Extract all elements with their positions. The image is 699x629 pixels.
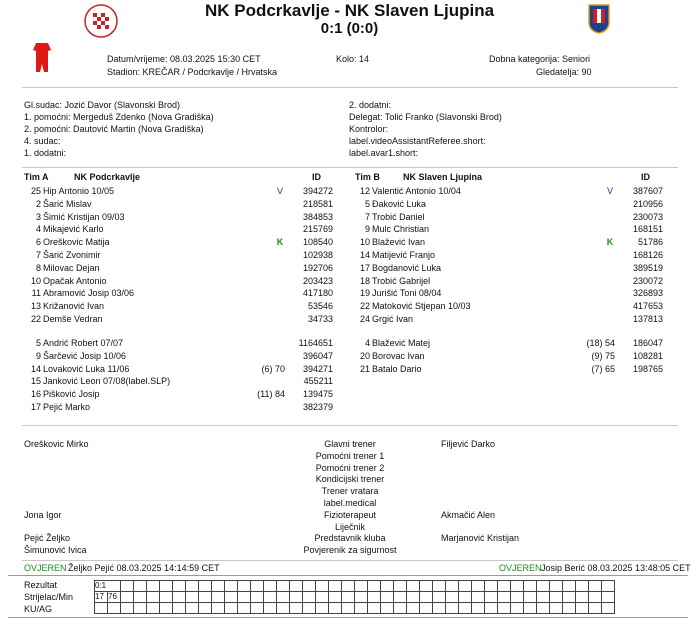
- result-cell: [511, 581, 524, 592]
- result-cell: [160, 603, 173, 614]
- right-verified-badge: OVJEREN: [499, 563, 542, 573]
- player-id: 389519: [632, 262, 663, 273]
- staff-role: Pomoćni trener 2: [315, 462, 385, 473]
- player-id: 384853: [302, 211, 333, 222]
- result-cell: [108, 603, 121, 614]
- result-cell: [472, 592, 485, 603]
- sub-row: [0, 337, 699, 349]
- result-cell: [290, 592, 303, 603]
- player-name: Opačak Antonio: [43, 275, 107, 286]
- player-name: Mikajević Karlo: [43, 224, 104, 235]
- result-cell: [576, 592, 589, 603]
- result-cell: [550, 592, 563, 603]
- left-verified-text: Željko Pejić 08.03.2025 14:14:59 CET: [68, 563, 220, 573]
- player-number: 22: [30, 314, 41, 324]
- result-cell: [147, 581, 160, 592]
- result-cell: [290, 603, 303, 614]
- player-number: 12: [359, 186, 370, 196]
- player-name: Borovac Ivan: [372, 350, 425, 361]
- result-cell: [459, 603, 472, 614]
- official-line: label.videoAssistantReferee.short:: [349, 136, 486, 146]
- player-number: 10: [30, 275, 41, 286]
- player-number: 4: [364, 338, 370, 348]
- player-name: Šimić Kristijan 09/03: [43, 211, 125, 222]
- player-number: 15: [30, 376, 41, 387]
- player-id: 186047: [632, 338, 663, 348]
- result-cell: [329, 592, 342, 603]
- goalkeeper-marker: V: [606, 186, 613, 196]
- player-number: 24: [359, 314, 370, 324]
- result-cell: [342, 603, 355, 614]
- player-row: [0, 211, 699, 223]
- player-number: 19: [359, 288, 370, 299]
- player-id: 137813: [632, 314, 663, 324]
- player-name: Šarić Zvonimir: [43, 250, 101, 260]
- result-cell: [368, 592, 381, 603]
- match-round: Kolo: 14: [336, 54, 370, 64]
- sub-row: [0, 388, 699, 400]
- result-cell: [277, 603, 290, 614]
- result-cell: [251, 581, 264, 592]
- result-grid: [94, 580, 615, 614]
- result-cell: [498, 603, 511, 614]
- player-name: Đaković Luka: [372, 198, 427, 209]
- team-a-name: NK Podcrkavlje: [74, 172, 141, 182]
- jersey-icon: [32, 42, 52, 74]
- result-label: Rezultat: [24, 580, 58, 590]
- official-line: Delegat: Tolić Franko (Slavonski Brod): [349, 112, 502, 122]
- staff-name-home: Jona Igor: [24, 509, 62, 520]
- staff-role: Kondicijski trener: [315, 474, 385, 485]
- result-cell: [147, 592, 160, 603]
- team-b-label: Tim B: [355, 172, 380, 182]
- match-stadium: Stadion: KREČAR / Podcrkavlje / Hrvatska: [107, 67, 278, 77]
- result-cell: [121, 581, 134, 592]
- official-line: 2. pomoćni: Dautović Martin (Nova Gradiška): [24, 124, 204, 134]
- staff-role: Liječnik: [334, 521, 365, 532]
- result-cell: [485, 592, 498, 603]
- player-number: 7: [35, 250, 41, 260]
- result-grid-row: [95, 603, 615, 614]
- result-cell: [95, 603, 108, 614]
- player-id: 230072: [632, 275, 663, 286]
- player-row: [0, 300, 699, 312]
- player-number: 14: [30, 363, 41, 374]
- player-name: Valentić Antonio 10/04: [372, 186, 461, 196]
- result-cell: [134, 603, 147, 614]
- player-name: Lovaković Luka 11/06: [43, 363, 130, 374]
- result-cell: [186, 581, 199, 592]
- player-id: 417180: [302, 288, 333, 299]
- result-cell: [225, 592, 238, 603]
- result-cell: [407, 581, 420, 592]
- result-cell: [316, 581, 329, 592]
- result-cell: [433, 603, 446, 614]
- player-id: 394272: [302, 186, 333, 196]
- player-number: 16: [30, 389, 41, 400]
- player-id: 326893: [632, 288, 663, 299]
- player-id: 168151: [632, 224, 663, 235]
- staff-role: Predstavnik kluba: [314, 533, 386, 544]
- player-id: 210956: [632, 198, 663, 209]
- result-cell: [199, 592, 212, 603]
- player-id: 382379: [302, 402, 333, 412]
- result-cell: [303, 592, 316, 603]
- result-cell: [264, 581, 277, 592]
- result-cell: [264, 592, 277, 603]
- official-line: Gl.sudac: Jozić Davor (Slavonski Brod): [24, 100, 181, 110]
- result-cell: [589, 581, 602, 592]
- player-number: 8: [35, 262, 41, 273]
- result-cell: [173, 592, 186, 603]
- result-cell: [420, 592, 433, 603]
- player-name: Matoković Stjepan 10/03: [372, 301, 471, 312]
- result-cell: [238, 603, 251, 614]
- result-cell: [147, 603, 160, 614]
- official-line: label.avar1.short:: [349, 148, 419, 158]
- player-id: 168126: [632, 250, 663, 260]
- player-id: 108540: [302, 237, 333, 248]
- player-name: Matijević Franjo: [372, 250, 436, 260]
- match-score: 0:1 (0:0): [320, 20, 379, 37]
- sub-row: [0, 375, 699, 387]
- result-cell: [485, 603, 498, 614]
- result-cell: [121, 592, 134, 603]
- player-number: 25: [30, 186, 41, 196]
- player-id: 387607: [632, 186, 663, 196]
- result-cell: [212, 603, 225, 614]
- result-cell: [459, 581, 472, 592]
- result-cell: [160, 581, 173, 592]
- player-name: Pišković Josip: [43, 389, 100, 400]
- player-number: 17: [359, 262, 370, 273]
- player-id: 394271: [302, 363, 333, 374]
- staff-name-home: Oreškovic Mirko: [24, 439, 89, 449]
- staff-name-away: Akmačić Alen: [441, 509, 496, 520]
- staff-role: Trener vratara: [321, 486, 379, 497]
- player-name: Andrić Robert 07/07: [43, 338, 124, 348]
- result-cell: [381, 603, 394, 614]
- player-number: 14: [359, 250, 370, 260]
- player-id: 192706: [302, 262, 333, 273]
- goalkeeper-marker: V: [276, 186, 283, 196]
- result-cell: [186, 603, 199, 614]
- player-id: 215769: [302, 224, 333, 235]
- player-number: 22: [359, 301, 370, 312]
- result-cell: [329, 603, 342, 614]
- player-name: Mulc Christian: [372, 224, 430, 235]
- player-name: Pejić Marko: [43, 402, 91, 412]
- result-cell: [173, 603, 186, 614]
- result-cell: [407, 592, 420, 603]
- result-cell: [394, 592, 407, 603]
- result-cell: [511, 603, 524, 614]
- result-cell: [225, 581, 238, 592]
- substitution-info: (9) 75: [591, 350, 615, 361]
- result-cell: [576, 581, 589, 592]
- player-id: 1164651: [298, 338, 333, 348]
- team-b-name: NK Slaven Ljupina: [403, 172, 483, 182]
- player-id: 102938: [302, 250, 333, 260]
- player-row: [0, 287, 699, 299]
- result-cell: [537, 581, 550, 592]
- result-cell: [498, 581, 511, 592]
- player-name: Trobić Gabrijel: [372, 275, 431, 286]
- staff-name-away: Marjanović Kristijan: [441, 533, 520, 544]
- result-cell: [316, 592, 329, 603]
- captain-marker: K: [606, 237, 614, 248]
- result-cell: [472, 603, 485, 614]
- player-row: [0, 275, 699, 287]
- result-cell: [537, 603, 550, 614]
- player-name: Šarić Mislav: [43, 198, 92, 209]
- result-cell: [446, 592, 459, 603]
- player-name: Abramović Josip 03/06: [43, 288, 135, 299]
- player-number: 5: [35, 338, 41, 348]
- result-cell: [498, 592, 511, 603]
- result-cell: [173, 581, 186, 592]
- match-title: NK Podcrkavlje - NK Slaven Ljupina: [204, 1, 495, 20]
- result-cell: [251, 603, 264, 614]
- result-cell: [368, 603, 381, 614]
- player-row: [0, 262, 699, 274]
- player-name: Šarčević Josip 10/06: [43, 350, 127, 361]
- result-cell: [264, 603, 277, 614]
- result-cell: [238, 592, 251, 603]
- player-number: 9: [35, 350, 41, 361]
- result-cell: [446, 581, 459, 592]
- result-cell: [381, 581, 394, 592]
- player-row: [0, 198, 699, 210]
- result-cell: [355, 603, 368, 614]
- staff-name-away: Filjević Darko: [441, 439, 496, 449]
- staff-role: label.medical: [323, 498, 377, 508]
- scorer-label: Strijelac/Min: [24, 592, 74, 602]
- official-line: Kontrolor:: [349, 124, 389, 134]
- result-cell: 17: [95, 592, 108, 603]
- result-cell: 76: [108, 592, 121, 603]
- team-a-label: Tim A: [24, 172, 49, 182]
- player-id: 198765: [632, 363, 663, 374]
- result-cell: [420, 581, 433, 592]
- ku-ag-label: KU/AG: [24, 604, 53, 614]
- result-cell: [368, 581, 381, 592]
- result-cell: [316, 603, 329, 614]
- result-cell: [277, 592, 290, 603]
- player-number: 13: [30, 301, 41, 312]
- age-category: Dobna kategorija: Seniori: [489, 54, 591, 64]
- result-cell: [563, 603, 576, 614]
- match-datetime: Datum/vrijeme: 08.03.2025 15:30 CET: [107, 54, 261, 64]
- official-line: 1. dodatni:: [24, 148, 67, 158]
- official-line: 1. pomoćni: Mergeduš Zdenko (Nova Gradiška): [24, 112, 214, 122]
- player-id: 230073: [632, 211, 663, 222]
- player-number: 21: [359, 363, 370, 374]
- player-number: 3: [35, 211, 41, 222]
- result-cell: [355, 592, 368, 603]
- staff-role: Fizioterapeut: [323, 509, 377, 520]
- player-name: Grgić Ivan: [372, 314, 414, 324]
- sub-row: [0, 350, 699, 362]
- result-cell: [602, 581, 615, 592]
- official-line: 4. sudac:: [24, 136, 61, 146]
- player-name: Milovac Dejan: [43, 262, 100, 273]
- result-cell: [433, 592, 446, 603]
- player-number: 11: [31, 288, 41, 299]
- player-number: 20: [359, 350, 370, 361]
- player-number: 6: [35, 237, 41, 248]
- result-cell: 0:1: [95, 581, 121, 592]
- team-a-id-header: ID: [312, 172, 321, 182]
- result-cell: [485, 581, 498, 592]
- result-cell: [511, 592, 524, 603]
- result-cell: [407, 603, 420, 614]
- captain-marker: K: [276, 237, 284, 248]
- result-cell: [563, 581, 576, 592]
- result-cell: [524, 581, 537, 592]
- result-cell: [199, 581, 212, 592]
- substitution-info: (11) 84: [257, 389, 285, 400]
- player-id: 396047: [302, 350, 333, 361]
- staff-name-home: Pejić Željko: [24, 533, 71, 544]
- result-cell: [277, 581, 290, 592]
- sub-row: [0, 401, 699, 413]
- result-cell: [472, 581, 485, 592]
- player-name: Križanović Ivan: [43, 301, 105, 312]
- result-cell: [290, 581, 303, 592]
- result-cell: [134, 592, 147, 603]
- player-row: [0, 249, 699, 261]
- spectators: Gledatelja: 90: [536, 67, 592, 77]
- substitution-info: (7) 65: [591, 363, 615, 374]
- result-cell: [212, 581, 225, 592]
- player-id: 108281: [632, 350, 663, 361]
- player-name: Blažević Matej: [372, 338, 431, 348]
- substitution-info: (6) 70: [261, 363, 285, 374]
- player-name: Oreškovic Matija: [43, 237, 110, 248]
- result-cell: [381, 592, 394, 603]
- official-line: 2. dodatni:: [349, 100, 392, 110]
- player-number: 4: [35, 224, 41, 235]
- result-cell: [303, 581, 316, 592]
- player-number: 9: [364, 224, 370, 235]
- result-cell: [589, 603, 602, 614]
- result-cell: [459, 592, 472, 603]
- result-cell: [550, 603, 563, 614]
- player-number: 7: [364, 211, 370, 222]
- result-cell: [251, 592, 264, 603]
- player-name: Hip Antonio 10/05: [43, 186, 115, 196]
- result-cell: [524, 592, 537, 603]
- player-name: Demše Vedran: [43, 314, 103, 324]
- team-b-id-header: ID: [641, 172, 650, 182]
- player-number: 18: [359, 275, 370, 286]
- player-id: 139475: [302, 389, 333, 400]
- player-name: Trobić Daniel: [372, 211, 425, 222]
- player-row: [0, 236, 699, 248]
- result-grid-row: [95, 592, 615, 603]
- player-id: 218581: [302, 198, 333, 209]
- player-row: [0, 223, 699, 235]
- result-cell: [342, 581, 355, 592]
- result-cell: [212, 592, 225, 603]
- result-cell: [602, 603, 615, 614]
- result-cell: [394, 581, 407, 592]
- staff-role: Glavni trener: [324, 439, 376, 449]
- player-row: [0, 313, 699, 325]
- result-cell: [134, 581, 147, 592]
- sub-row: [0, 363, 699, 375]
- right-verified-text: Josip Berić 08.03.2025 13:48:05 CET: [541, 563, 691, 573]
- player-id: 53546: [307, 301, 333, 312]
- result-cell: [420, 603, 433, 614]
- result-cell: [433, 581, 446, 592]
- result-cell: [199, 603, 212, 614]
- staff-role: Povjerenik za sigurnost: [303, 545, 397, 556]
- player-number: 2: [35, 198, 41, 209]
- result-cell: [186, 592, 199, 603]
- result-cell: [524, 603, 537, 614]
- result-cell: [563, 592, 576, 603]
- player-id: 51786: [637, 237, 663, 248]
- player-id: 417653: [632, 301, 663, 312]
- player-id: 455211: [303, 376, 333, 387]
- player-name: Batalo Dario: [372, 363, 422, 374]
- result-cell: [446, 603, 459, 614]
- result-cell: [355, 581, 368, 592]
- staff-role: Pomoćni trener 1: [315, 450, 385, 461]
- result-cell: [121, 603, 134, 614]
- left-verified-badge: OVJEREN: [24, 563, 67, 573]
- result-cell: [550, 581, 563, 592]
- player-name: Janković Leon 07/08(label.SLP): [43, 376, 171, 387]
- player-id: 34733: [307, 314, 333, 324]
- result-cell: [342, 592, 355, 603]
- player-number: 17: [30, 402, 41, 412]
- player-number: 10: [359, 237, 370, 248]
- result-cell: [537, 592, 550, 603]
- player-number: 5: [364, 198, 370, 209]
- result-cell: [394, 603, 407, 614]
- result-grid-row: [95, 581, 615, 592]
- result-cell: [303, 603, 316, 614]
- staff-name-home: Šimunović Ivica: [24, 545, 87, 556]
- result-cell: [160, 592, 173, 603]
- player-id: 203423: [302, 275, 333, 286]
- result-cell: [238, 581, 251, 592]
- player-name: Blažević Ivan: [372, 237, 426, 248]
- player-row: [0, 185, 699, 197]
- player-name: Jurišić Toni 08/04: [372, 288, 442, 299]
- result-cell: [225, 603, 238, 614]
- result-cell: [589, 592, 602, 603]
- player-name: Bogdanović Luka: [372, 262, 442, 273]
- result-cell: [602, 592, 615, 603]
- substitution-info: (18) 54: [586, 338, 615, 348]
- result-cell: [329, 581, 342, 592]
- result-cell: [576, 603, 589, 614]
